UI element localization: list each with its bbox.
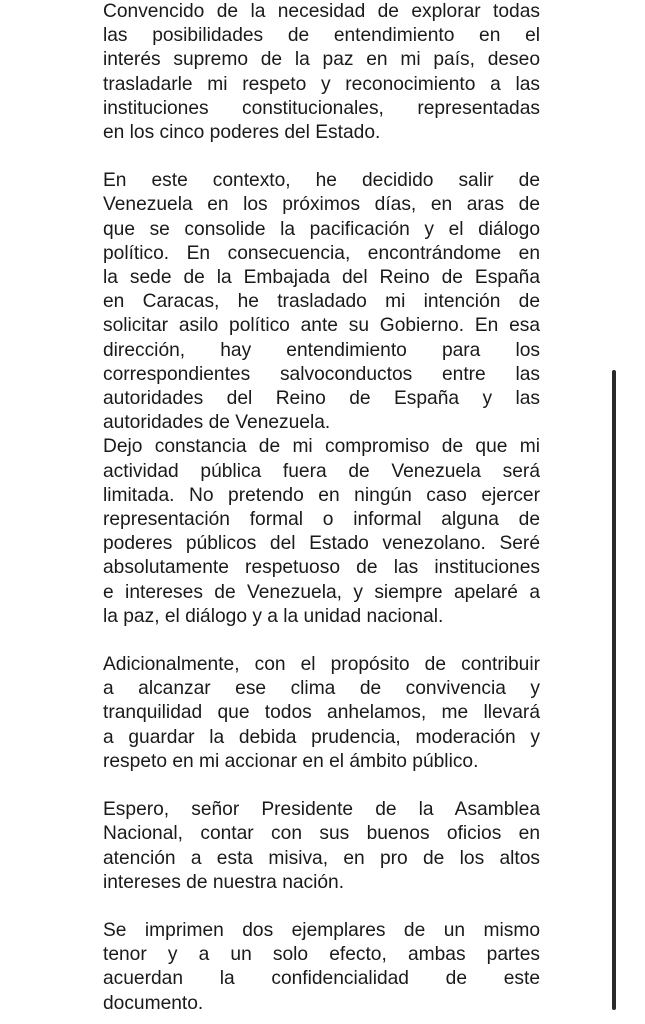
text-line: autoridades de Venezuela. <box>103 412 331 434</box>
text-line: en Caracas, he trasladado mi intención de <box>103 291 540 313</box>
text-line: que se consolide la pacificación y el diálogo <box>103 218 540 240</box>
paragraph-request <box>103 798 540 895</box>
vertical-scrollbar[interactable] <box>612 370 616 1010</box>
text-line: trasladarle mi respeto y reconocimiento a las <box>103 73 540 95</box>
text-line: a guardar la debida prudencia, moderación y <box>103 726 540 748</box>
text-line: poderes públicos del Estado venezolano. Seré <box>103 533 540 555</box>
letter-body <box>103 0 540 1016</box>
text-line: acuerdan la confidencialidad de este <box>103 968 540 990</box>
text-line: intereses de nuestra nación. <box>103 871 345 893</box>
text-line: Venezuela en los próximos días, en aras de <box>103 194 540 216</box>
text-line: interés supremo de la paz en mi país, deseo <box>103 49 540 71</box>
text-line: político. En consecuencia, encontrándome en <box>103 242 540 264</box>
text-line: En este contexto, he decidido salir de <box>103 170 540 192</box>
text-line: representación formal o informal alguna de <box>103 509 540 531</box>
text-line: e intereses de Venezuela, y siempre apelaré a <box>103 581 540 603</box>
text-line: Convencido de la necesidad de explorar todas <box>103 1 540 22</box>
text-line: solicitar asilo político ante su Gobierno. En esa <box>103 315 540 337</box>
text-line: en los cinco poderes del Estado. <box>103 122 381 144</box>
text-line: instituciones constitucionales, representadas <box>103 97 540 119</box>
text-line: absolutamente respetuoso de las instituciones <box>103 557 540 579</box>
text-line: la sede de la Embajada del Reino de España <box>103 267 540 289</box>
paragraph-commitment <box>103 435 540 629</box>
text-line: autoridades del Reino de España y las <box>103 388 540 410</box>
text-line: Se imprimen dos ejemplares de un mismo <box>103 919 540 941</box>
text-line: actividad pública fuera de Venezuela será <box>103 460 540 482</box>
text-line: Nacional, contar con sus buenos oficios en <box>103 823 540 845</box>
text-line: la paz, el diálogo y a la unidad nacional. <box>103 605 444 627</box>
text-line: dirección, hay entendimiento para los <box>103 339 540 361</box>
text-line: tenor y a un solo efecto, ambas partes <box>103 944 540 966</box>
text-line: Adicionalmente, con el propósito de contribuir <box>103 654 540 676</box>
text-line: correspondientes salvoconductos entre las <box>103 363 540 385</box>
text-line: respeto en mi accionar en el ámbito público. <box>103 750 479 772</box>
text-line: limitada. No pretendo en ningún caso ejercer <box>103 484 540 506</box>
text-line: Dejo constancia de mi compromiso de que mi <box>103 436 540 458</box>
text-line: atención a esta misiva, en pro de los altos <box>103 847 540 869</box>
text-line: tranquilidad que todos anhelamos, me llevará <box>103 702 540 724</box>
text-line: Espero, señor Presidente de la Asamblea <box>103 799 540 821</box>
paragraph-intro <box>103 0 540 145</box>
paragraph-closing <box>103 919 540 1016</box>
paragraph-context <box>103 169 540 435</box>
text-line: las posibilidades de entendimiento en el <box>103 25 540 47</box>
paragraph-additionally <box>103 653 540 774</box>
text-line: documento. <box>103 992 204 1014</box>
text-line: a alcanzar ese clima de convivencia y <box>103 678 540 700</box>
